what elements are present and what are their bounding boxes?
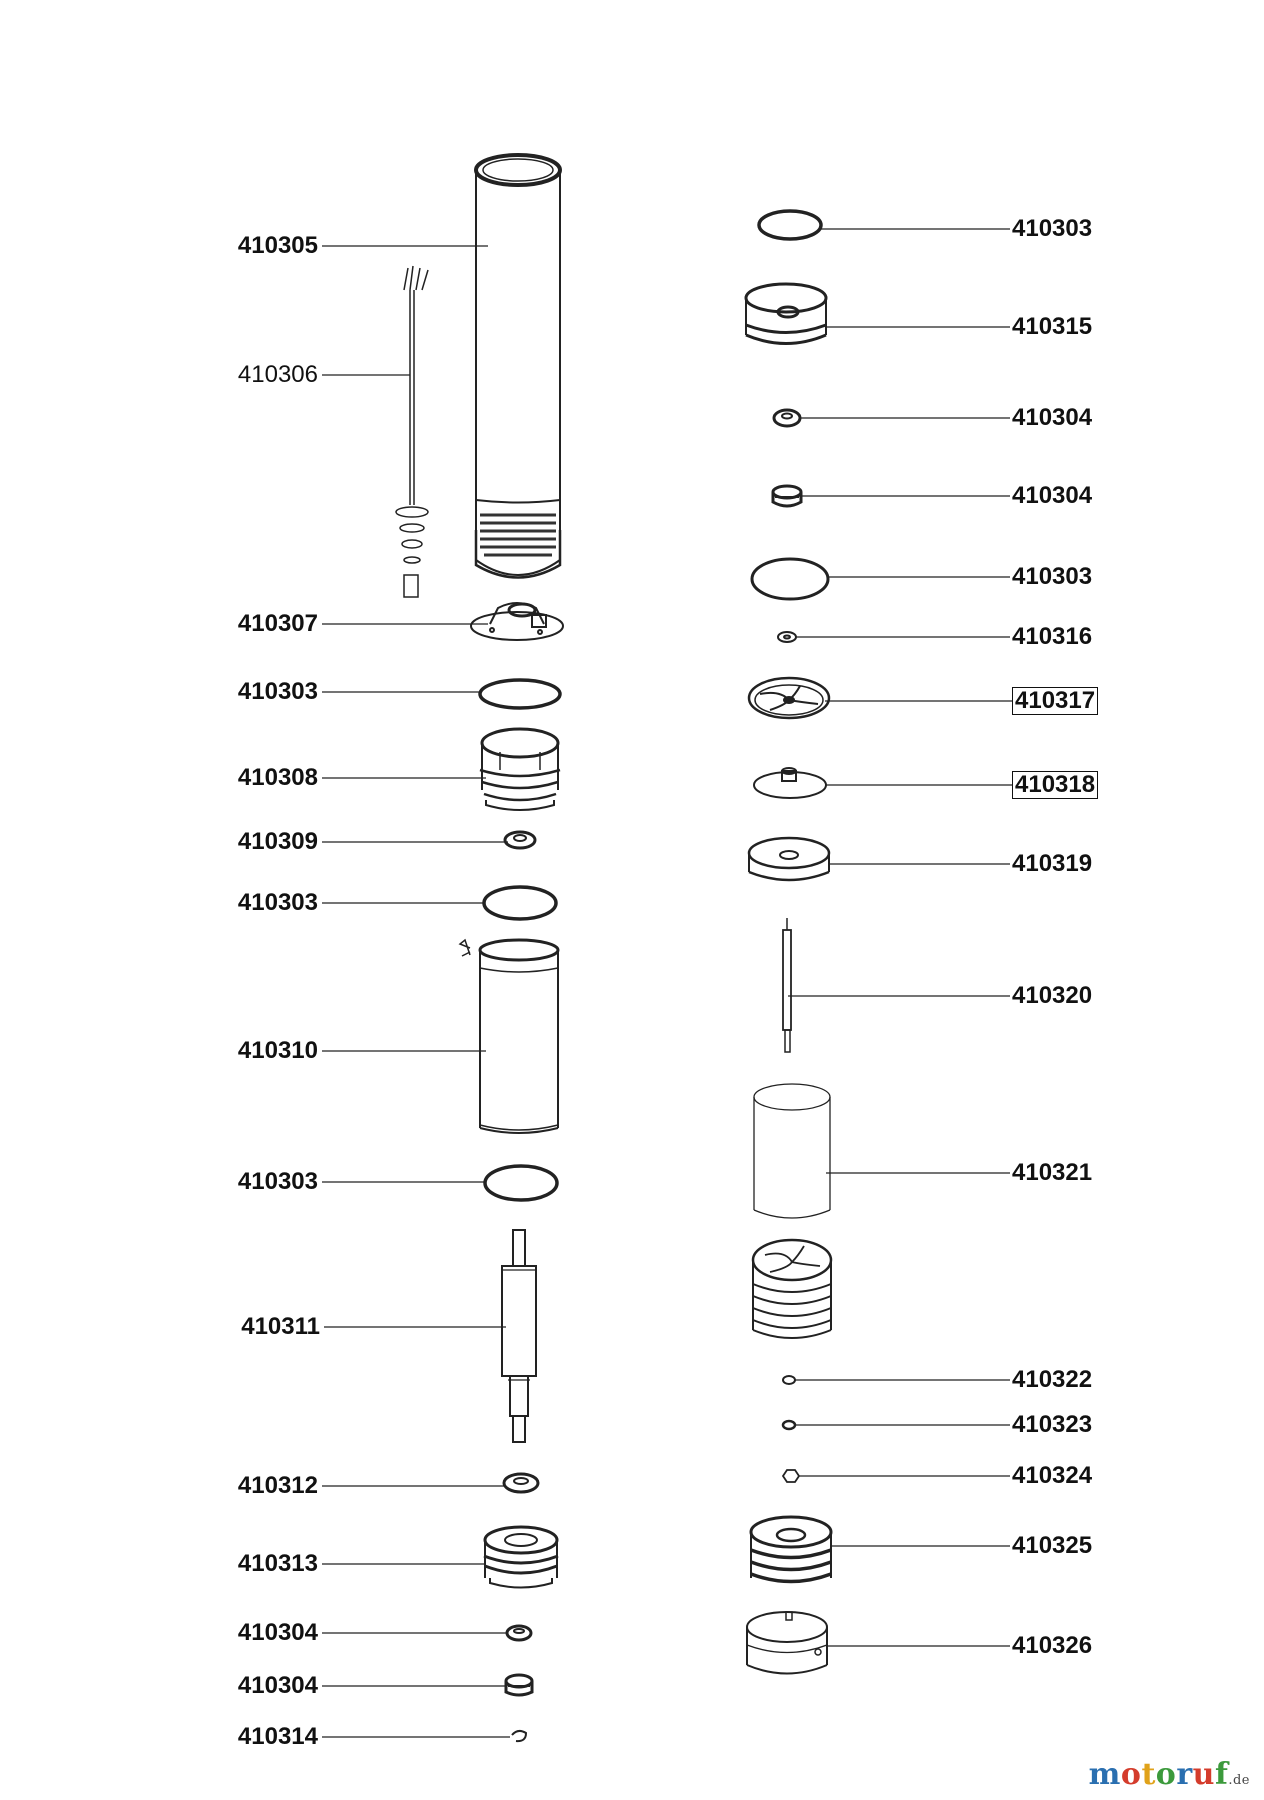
part-label-410306: 410306 bbox=[237, 361, 318, 388]
part-label-r-410317: 410317 bbox=[1012, 687, 1098, 715]
part-410318-diffuser bbox=[754, 768, 826, 798]
part-410320-pump-shaft bbox=[783, 918, 791, 1052]
part-label-410304-2: 410304 bbox=[237, 1672, 318, 1699]
part-label-r-410325: 410325 bbox=[1012, 1532, 1093, 1559]
part-410322-washer bbox=[783, 1376, 795, 1384]
part-410306-cable bbox=[396, 266, 428, 597]
part-410303-o-ring bbox=[480, 680, 560, 708]
brand-logo[interactable] bbox=[1089, 1757, 1250, 1792]
part-label-410304: 410304 bbox=[237, 1619, 318, 1646]
brand-tld: .de bbox=[1228, 1773, 1250, 1788]
part-label-r-410322: 410322 bbox=[1012, 1366, 1093, 1393]
part-label-410308: 410308 bbox=[237, 764, 318, 791]
brand-letter: r bbox=[1176, 1757, 1193, 1792]
part-label-r-410326: 410326 bbox=[1012, 1632, 1093, 1659]
part-label-r-410315: 410315 bbox=[1012, 313, 1093, 340]
part-label-410303-2: 410303 bbox=[237, 889, 318, 916]
part-label-410312: 410312 bbox=[237, 1472, 318, 1499]
part-stage-stack bbox=[753, 1240, 831, 1338]
part-410323-washer bbox=[783, 1421, 795, 1429]
part-label-410307: 410307 bbox=[237, 610, 318, 637]
part-label-r-410304-2: 410304 bbox=[1012, 482, 1093, 509]
part-label-410303-3: 410303 bbox=[237, 1168, 318, 1195]
brand-letter: o bbox=[1120, 1757, 1142, 1792]
part-label-r-410323: 410323 bbox=[1012, 1411, 1093, 1438]
brand-letter: o bbox=[1155, 1757, 1177, 1792]
brand-letter: f bbox=[1214, 1757, 1229, 1792]
part-410325-lower-housing bbox=[751, 1517, 831, 1582]
part-410304-seal bbox=[507, 1626, 531, 1640]
part-410314-circlip bbox=[512, 1731, 526, 1741]
part-410304-seal-r2 bbox=[773, 486, 801, 506]
part-410304-seal-2 bbox=[506, 1675, 532, 1695]
part-label-410311: 410311 bbox=[241, 1313, 320, 1340]
part-label-r-410324: 410324 bbox=[1012, 1462, 1093, 1489]
part-label-r-410316: 410316 bbox=[1012, 623, 1093, 650]
part-label-r-410304: 410304 bbox=[1012, 404, 1093, 431]
brand-letter: t bbox=[1141, 1757, 1156, 1792]
part-label-r-410303-2: 410303 bbox=[1012, 563, 1093, 590]
part-label-r-410319: 410319 bbox=[1012, 850, 1093, 877]
part-410303-o-ring-r1 bbox=[759, 211, 821, 239]
part-410310-stator bbox=[460, 940, 558, 1133]
part-410313-bottom-housing bbox=[484, 1527, 558, 1588]
part-410303-o-ring-3 bbox=[485, 1166, 557, 1200]
brand-letter: u bbox=[1192, 1757, 1215, 1792]
part-410303-o-ring-2 bbox=[484, 887, 556, 919]
part-410305-outer-pipe bbox=[476, 155, 560, 578]
part-410321-sleeve bbox=[754, 1084, 830, 1218]
part-410303-o-ring-r2 bbox=[752, 559, 828, 599]
part-label-410309: 410309 bbox=[237, 828, 318, 855]
part-410316-washer bbox=[778, 632, 796, 642]
part-410324-nut bbox=[783, 1470, 799, 1482]
part-410311-rotor bbox=[502, 1230, 536, 1442]
part-410315-pump-head bbox=[746, 284, 826, 344]
part-label-410303: 410303 bbox=[237, 678, 318, 705]
part-label-410305: 410305 bbox=[237, 232, 318, 259]
part-label-r-410303: 410303 bbox=[1012, 215, 1093, 242]
part-410304-seal-r1 bbox=[774, 410, 800, 426]
part-label-r-410320: 410320 bbox=[1012, 982, 1093, 1009]
part-label-410314: 410314 bbox=[237, 1723, 318, 1750]
part-410312-bearing bbox=[504, 1474, 538, 1492]
part-label-r-410318: 410318 bbox=[1012, 771, 1098, 799]
part-label-r-410321: 410321 bbox=[1012, 1159, 1093, 1186]
part-label-410313: 410313 bbox=[237, 1550, 318, 1577]
part-410309-bearing bbox=[505, 832, 535, 848]
brand-letter: m bbox=[1088, 1757, 1121, 1792]
part-410308-housing bbox=[480, 729, 560, 810]
part-410326-inlet-cap bbox=[747, 1612, 827, 1674]
part-label-410310: 410310 bbox=[237, 1037, 318, 1064]
part-410307-cover-plate bbox=[471, 603, 563, 640]
part-410319-stage-bowl bbox=[749, 838, 829, 880]
part-410317-impeller bbox=[749, 678, 829, 718]
